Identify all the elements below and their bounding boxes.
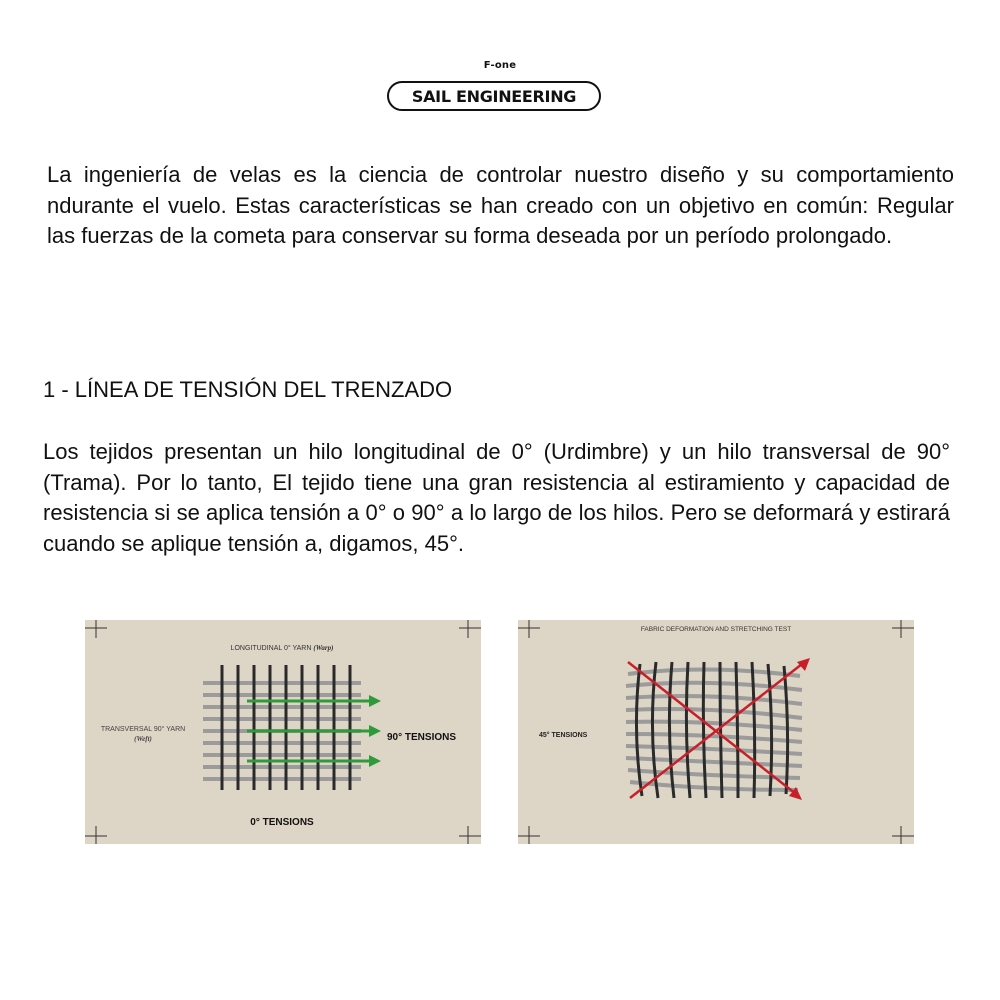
- zero-tensions-label: 0° TENSIONS: [250, 817, 314, 828]
- weft-label-line2: (Weft): [134, 735, 152, 743]
- ninety-tensions-label: 90° TENSIONS: [387, 732, 457, 743]
- intro-paragraph: La ingeniería de velas es la ciencia de controlar nuestro diseño y su comportamiento ndurante el vuelo. Estas características se han creado con un objetivo en común: Regular las fuerzas de la cometa para conservar su forma deseada por un período prolongado.: [47, 162, 954, 248]
- page-title: SAIL ENGINEERING: [387, 81, 601, 111]
- section-body: Los tejidos presentan un hilo longitudinal de 0° (Urdimbre) y un hilo transversal de 90° (Trama). Por lo tanto, El tejido tiene una gran resistencia al estiramiento y capacidad de resistencia si se aplica tensión a 0° o 90° a lo largo de los hilos. Pero se deformará y estirará cuando se aplique tensión a, digamos, 45°.: [43, 439, 950, 556]
- weft-label-line1: TRANSVERSAL 90° YARN: [100, 726, 186, 733]
- figure-deformation-test: [518, 620, 914, 844]
- section-title: 1 - LÍNEA DE TENSIÓN DEL TRENZADO: [43, 377, 453, 402]
- figure-warp-weft: [85, 620, 481, 844]
- deformation-test-title: FABRIC DEFORMATION AND STRETCHING TEST: [640, 626, 792, 633]
- brand-logo: F-one: [483, 60, 517, 71]
- forty-five-tensions-label: 45° TENSIONS: [539, 732, 588, 739]
- warp-label: LONGITUDINAL 0° YARN (Warp): [230, 644, 334, 652]
